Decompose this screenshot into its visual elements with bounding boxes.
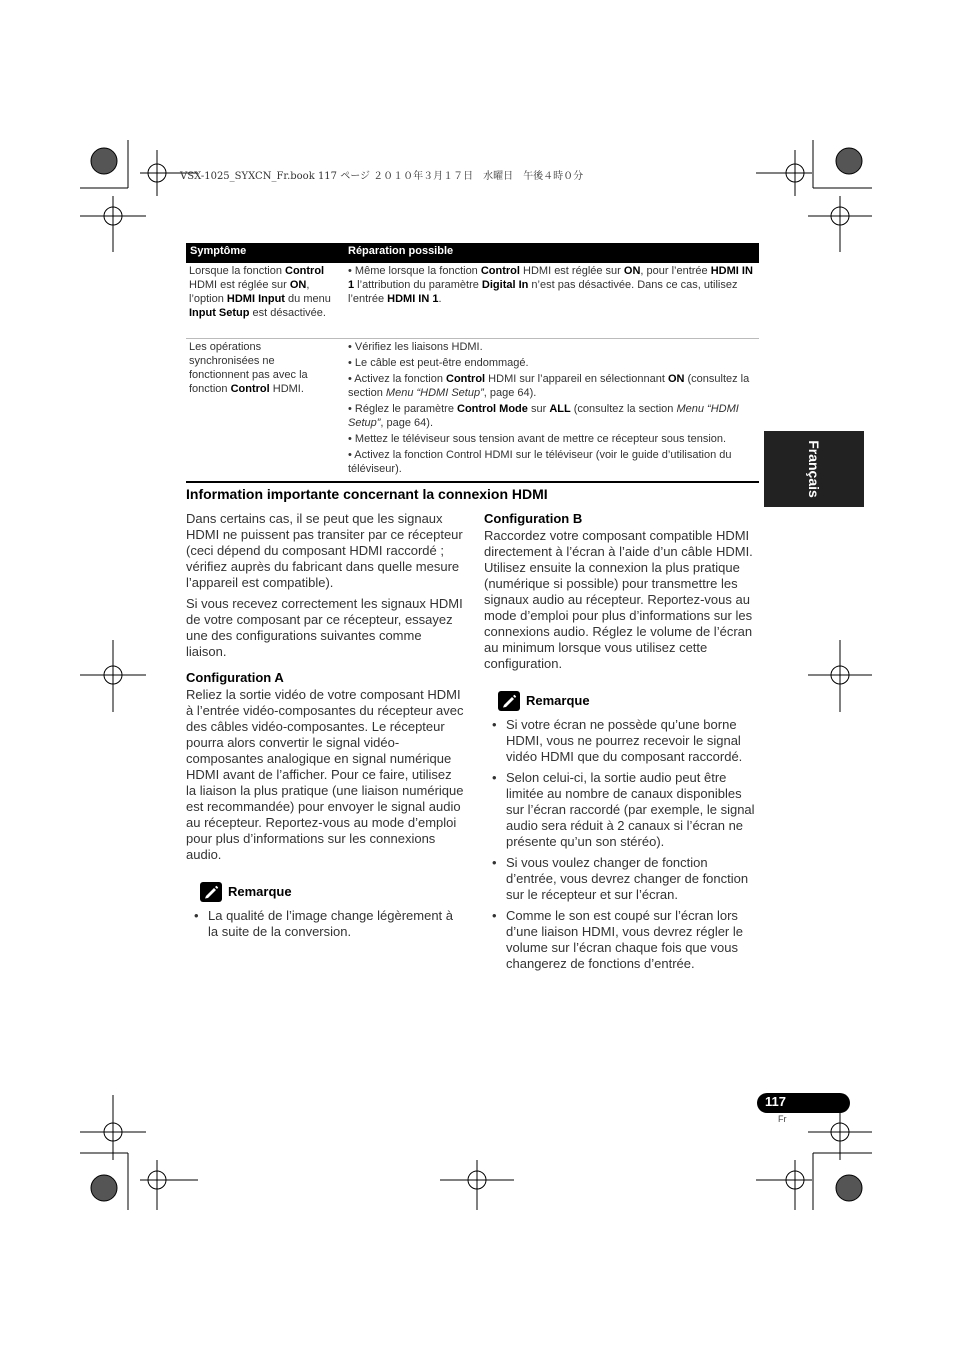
section-rule <box>186 481 759 483</box>
note-list <box>484 717 756 972</box>
book-header-line: VSX-1025_SYXCN_Fr.book 117 ページ ２０１０年３月１７日 水曜日 午後４時０分 <box>180 171 584 182</box>
paragraph: Raccordez votre composant compatible HDMI directement à l’écran à l’aide d’un câble HDMI. Utilisez ensuite la connexion la plus pratique (numérique si possible) pour transmettre les signaux audio au récepteur. Reportez-vous au mode d’emploi pour plus d’informations sur les connexions audio. Réglez le volume de l’écran au minimum lorsque vous utilisez cette configuration. <box>484 528 753 671</box>
right-column <box>484 511 756 977</box>
paragraph: Dans certains cas, il se peut que les signaux HDMI ne puissent pas transiter par ce récepteur (ceci dépend du composant HDMI raccordé ; vérifiez auprès du fabricant dans quelle mesure l’appareil est compatible). <box>186 511 463 590</box>
note-heading <box>498 691 756 711</box>
list-item: • Comme le son est coupé sur l’écran lors d’une liaison HDMI, vous devrez régler le volume sur l’écran chaque fois que vous changerez de fonctions d’entrée. <box>484 908 756 972</box>
note-heading <box>200 882 464 902</box>
table-header-bar <box>186 243 759 263</box>
pencil-icon <box>498 691 520 711</box>
table-row-1-remedy: • Même lorsque la fonction Control HDMI est réglée sur ON, pour l’entrée HDMI IN 1 l’attribution du paramètre Digital In n’est pas désactivée. Dans ce cas, utilisez l’entrée HDMI IN 1. <box>348 265 753 305</box>
list-item: • Selon celui-ci, la sortie audio peut être limitée au nombre de canaux disponibles sur l’écran raccordé (par exemple, le signal audio sera réduit à 2 canaux si l’écran ne présente qu’un son stéréo). <box>484 770 756 850</box>
note-title: Remarque <box>526 693 590 708</box>
list-item: • Si vous voulez changer de fonction d’entrée, vous devrez changer de fonction sur le récepteur et sur l’écran. <box>484 855 756 903</box>
language-tab <box>764 431 864 507</box>
list-item: • Mettez le téléviseur sous tension avant de mettre ce récepteur sous tension. <box>348 433 727 445</box>
config-b-heading: Configuration B <box>484 511 583 526</box>
note-title: Remarque <box>228 884 292 899</box>
list-item: • Réglez le paramètre Control Mode sur ALL (consultez la section Menu “HDMI Setup”, page 64). <box>348 403 739 429</box>
page-number: 117 <box>765 1094 786 1109</box>
list-item: • Activez la fonction Control HDMI sur le téléviseur (voir le guide d’utilisation du téléviseur). <box>348 449 732 475</box>
paragraph: Si vous recevez correctement les signaux HDMI de votre composant par ce récepteur, essayez une des configurations suivantes comme liaison. <box>186 596 463 659</box>
list-item: • Vérifiez les liaisons HDMI. <box>348 341 483 353</box>
table-row-1-symptom: Lorsque la fonction Control HDMI est réglée sur ON, l’option HDMI Input du menu Input Setup est désactivée. <box>189 265 331 319</box>
list-item: • Le câble est peut-être endommagé. <box>348 357 529 369</box>
table-header-remedy: Réparation possible <box>348 245 454 257</box>
list-item: • Activez la fonction Control HDMI sur l’appareil en sélectionnant ON (consultez la section Menu “HDMI Setup”, page 64). <box>348 373 750 399</box>
left-column <box>186 511 464 945</box>
paragraph: Reliez la sortie vidéo de votre composant HDMI à l’entrée vidéo-composantes du récepteur avec des câbles vidéo-composantes. Le récepteur pourra alors convertir le signal vidéo-composantes analogique en signal numérique HDMI avant de l’afficher. Pour ce faire, utilisez la liaison la plus pratique (une liaison numérique est recommandée) pour envoyer le signal audio au récepteur. Reportez-vous au mode d’emploi pour plus d’informations sur les connexions audio. <box>186 687 464 862</box>
pencil-icon <box>200 882 222 902</box>
config-a-heading: Configuration A <box>186 670 284 685</box>
table-row-2-remedy <box>348 340 758 478</box>
table-row-2-symptom: Les opérations synchronisées ne fonctionnent pas avec la fonction Control HDMI. <box>189 341 308 395</box>
language-tab-label: Français <box>806 440 822 498</box>
list-item: • Si votre écran ne possède qu’une borne HDMI, vous ne pourrez recevoir le signal vidéo HDMI que du composant raccordé. <box>484 717 756 765</box>
table-header-symptom: Symptôme <box>190 245 247 257</box>
list-item: • La qualité de l’image change légèrement à la suite de la conversion. <box>186 908 464 940</box>
page-language-code: Fr <box>778 1114 787 1124</box>
section-title: Information importante concernant la connexion HDMI <box>186 486 548 502</box>
note-list <box>186 908 464 940</box>
table-row-divider <box>186 338 759 339</box>
